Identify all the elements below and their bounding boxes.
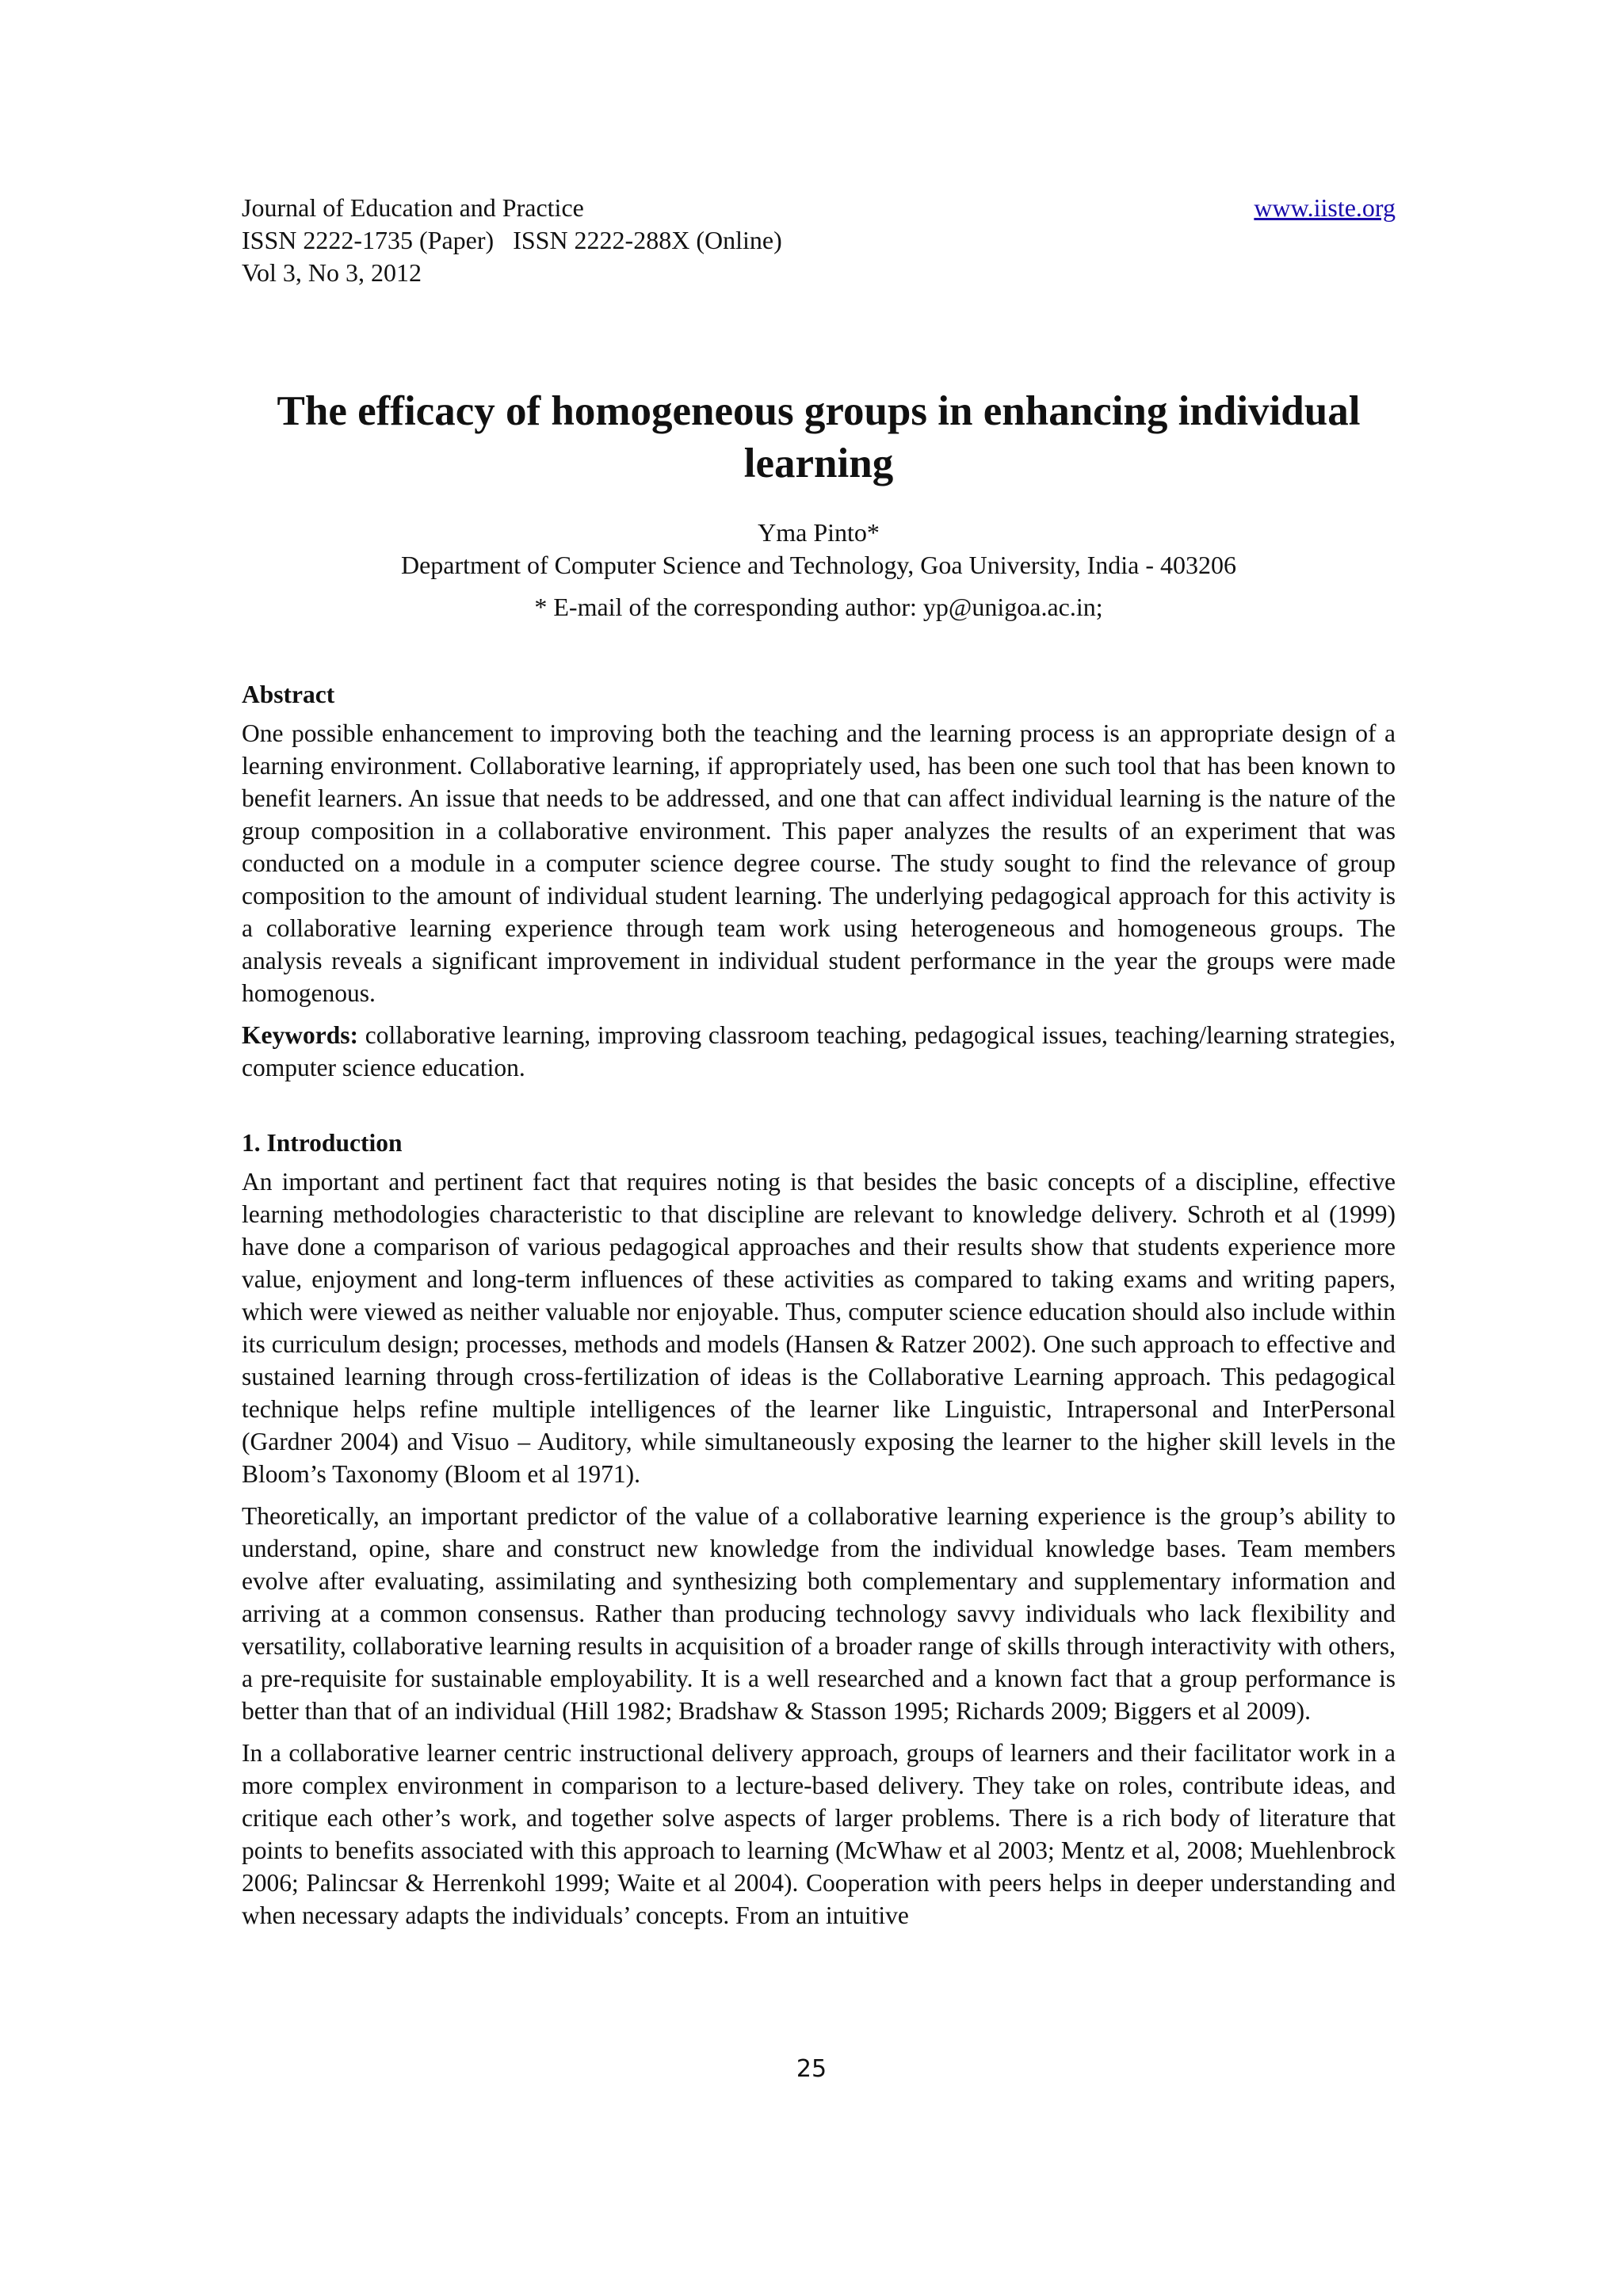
journal-website-link[interactable]: www.iiste.org — [1254, 193, 1396, 222]
abstract-heading: Abstract — [242, 681, 335, 708]
page-number: 25 — [796, 2055, 827, 2083]
keywords-text: collaborative learning, improving classroom teaching, pedagogical issues, teaching/learning strategies, computer science education. — [242, 1021, 1396, 1081]
introduction-paragraph-3: In a collaborative learner centric instructional delivery approach, groups of learners and their facilitator work in a more complex environment in comparison to a lecture-based delivery. They take on roles, contribute ideas, and critique each other’s work, and together solve aspects of larger problems. There is a rich body of literature that points to benefits associated with this approach to learning (McWhaw et al 2003; Mentz et al, 2008; Muehlenbrock 2006; Palincsar & Herrenkohl 1999; Waite et al 2004). Cooperation with peers helps in deeper understanding and when necessary adapts the individuals’ concepts. From an intuitive — [242, 1739, 1396, 1929]
keywords-label: Keywords: — [242, 1021, 358, 1049]
author-name: Yma Pinto* — [758, 518, 880, 547]
introduction-paragraph-2: Theoretically, an important predictor of the value of a collaborative learning experience is the group’s ability to understand, opine, share and construct new knowledge from the individual knowledge bases. Team members evolve after evaluating, assimilating and synthesizing both complementary and supplementary information and arriving at a common consensus. Rather than producing technology savvy individuals who lack flexibility and versatility, collaborative learning results in acquisition of a broader range of skills through interactivity with others, a pre-requisite for sustainable employability. It is a well researched and a known fact that a group performance is better than that of an individual (Hill 1982; Bradshaw & Stasson 1995; Richards 2009; Biggers et al 2009). — [242, 1502, 1396, 1725]
paper-body — [242, 678, 1396, 1932]
abstract-text: One possible enhancement to improving both the teaching and the learning process is an appropriate design of a learning environment. Collaborative learning, if appropriately used, has been one such tool that has been known to benefit learners. An issue that needs to be addressed, and one that can affect individual learning is the nature of the group composition in a collaborative environment. This paper analyzes the results of an experiment that was conducted on a module in a computer science degree course. The study sought to find the relevance of group composition to the amount of individual student learning. The underlying pedagogical approach for this activity is a collaborative learning experience through team work using heterogeneous and homogeneous groups. The analysis reveals a significant improvement in individual student performance in the year the groups were made homogenous. — [242, 719, 1396, 1007]
paper-title: The efficacy of homogeneous groups in enhancing individual learning — [277, 388, 1361, 486]
header-row — [242, 192, 1396, 224]
journal-issn: ISSN 2222-1735 (Paper) ISSN 2222-288X (Online) — [242, 226, 782, 254]
author-block — [242, 517, 1396, 624]
keywords — [242, 1019, 1396, 1084]
introduction-paragraph-1: An important and pertinent fact that requires noting is that besides the basic concepts of a discipline, effective learning methodologies characteristic to that discipline are relevant to knowledge delivery. Schroth et al (1999) have done a comparison of various pedagogical approaches and their results show that students experience more value, enjoyment and long-term influences of these activities as compared to taking exams and writing papers, which were viewed as neither valuable nor enjoyable. Thus, computer science education should also include within its curriculum design; processes, methods and models (Hansen & Ratzer 2002). One such approach to effective and sustained learning through cross-fertilization of ideas is the Collaborative Learning approach. This pedagogical technique helps refine multiple intelligences of the learner like Linguistic, Intrapersonal and InterPersonal (Gardner 2004) and Visuo – Auditory, while simultaneously exposing the learner to the higher skill levels in the Bloom’s Taxonomy (Bloom et al 1971). — [242, 1168, 1396, 1488]
author-affiliation: Department of Computer Science and Technology, Goa University, India - 403206 — [400, 551, 1237, 579]
journal-header — [242, 192, 1396, 289]
journal-volume: Vol 3, No 3, 2012 — [242, 258, 422, 287]
author-email: * E-mail of the corresponding author: yp@unigoa.ac.in; — [534, 593, 1103, 621]
introduction-heading: 1. Introduction — [242, 1129, 403, 1157]
journal-name: Journal of Education and Practice — [242, 193, 584, 222]
